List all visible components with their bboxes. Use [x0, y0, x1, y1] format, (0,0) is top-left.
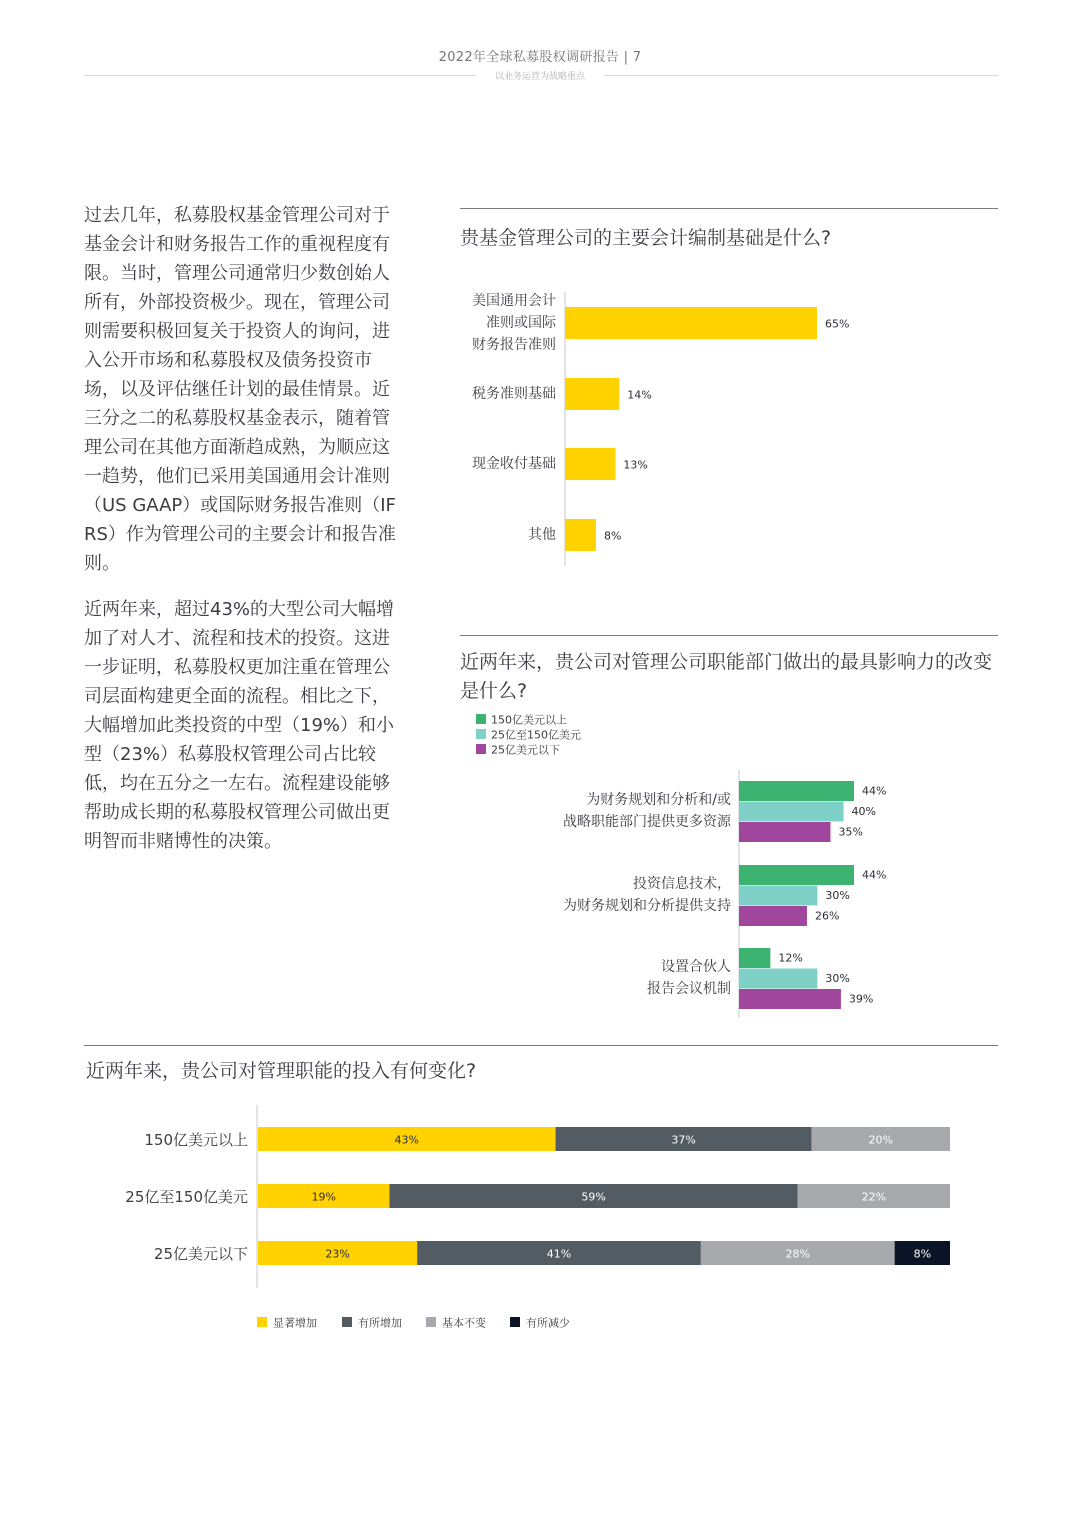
chart2-legend-swatch: [476, 729, 486, 739]
chart2-title: 近两年来，贵公司对管理公司职能部门做出的最具影响力的改变是什么?: [460, 651, 993, 702]
chart1-bar: [565, 448, 615, 480]
chart1-value-label: 14%: [627, 388, 652, 402]
chart1-value-label: 13%: [623, 458, 648, 472]
chart2-category-label: 设置合伙人: [661, 959, 731, 975]
chart2-bar: [739, 989, 841, 1009]
chart3-legend-label: 基本不变: [442, 1316, 486, 1330]
page-header-title: 2022年全球私募股权调研报告 | 7: [438, 50, 642, 65]
chart3-value-label: 59%: [581, 1190, 606, 1204]
chart1-category-label: 税务准则基础: [472, 386, 556, 402]
chart2-value-label: 44%: [862, 784, 887, 798]
chart2-bar: [739, 948, 770, 968]
chart3-value-label: 19%: [311, 1190, 336, 1204]
chart2-value-label: 39%: [848, 992, 874, 1006]
chart3-legend-swatch: [342, 1317, 352, 1327]
chart2-value-label: 26%: [814, 909, 840, 923]
chart2-category-label: 为财务规划和分析和/或: [586, 792, 731, 808]
chart1-category-label: 财务报告准则: [472, 337, 556, 353]
chart2-value-label: 12%: [778, 951, 803, 965]
chart3-category-label: 25亿至150亿美元: [125, 1188, 248, 1206]
chart3-legend-label: 有所增加: [358, 1316, 402, 1330]
chart2-bar: [739, 886, 817, 906]
chart2-legend-swatch: [476, 714, 486, 724]
chart2-category-label: 报告会议机制: [647, 981, 731, 997]
chart1-bar: [565, 519, 596, 551]
chart3-legend-swatch: [257, 1317, 267, 1327]
chart2-category-label: 战略职能部门提供更多资源: [563, 814, 731, 830]
chart3-value-label: 23%: [325, 1247, 350, 1261]
chart3-value-label: 37%: [671, 1133, 696, 1147]
chart3-value-label: 41%: [546, 1247, 572, 1261]
chart1-category-label: 其他: [528, 527, 556, 543]
chart1-value-label: 65%: [825, 317, 850, 331]
chart1-category-label: 准则或国际: [486, 315, 556, 331]
chart3-value-label: 28%: [785, 1247, 810, 1261]
chart2-legend-label: 25亿美元以下: [491, 743, 560, 757]
chart1-bar: [565, 307, 817, 339]
chart1-title: 贵基金管理公司的主要会计编制基础是什么?: [460, 227, 832, 249]
body-paragraph-2: 近两年来，超过43%的大型公司大幅增加了对人才、流程和技术的投资。这进一步证明，私募股权更加注重在管理公司层面构建更全面的流程。相比之下，大幅增加此类投资的中型（19%）和小型（23%）私募股权管理公司占比较低，均在五分之一左右。流程建设能够帮助成长期的私募股权管理公司做出更明智而非赌博性的决策。: [84, 599, 395, 852]
chart3-value-label: 43%: [394, 1133, 420, 1147]
chart2-value-label: 44%: [862, 868, 887, 882]
chart2-value-label: 30%: [825, 972, 850, 985]
chart2-bar: [739, 781, 854, 801]
chart3-legend-label: 有所减少: [526, 1316, 570, 1330]
chart2-value-label: 30%: [825, 889, 850, 902]
chart3-category-label: 25亿美元以下: [153, 1245, 248, 1263]
chart3-legend-swatch: [510, 1317, 520, 1327]
chart2-bar: [739, 969, 817, 989]
chart2-bar: [739, 865, 854, 885]
chart3-title: 近两年来，贵公司对管理职能的投入有何变化?: [86, 1060, 477, 1082]
chart3-value-label: 22%: [861, 1190, 887, 1204]
chart2-category-label: 投资信息技术，: [633, 876, 731, 892]
chart2-legend-label: 150亿美元以上: [491, 713, 567, 727]
chart3-legend-label: 显著增加: [273, 1316, 317, 1330]
chart1-bar: [565, 378, 619, 410]
chart2-value-label: 35%: [838, 825, 863, 839]
chart1-category-label: 现金收付基础: [472, 456, 556, 472]
chart1-value-label: 8%: [604, 529, 622, 543]
chart3-category-label: 150亿美元以上: [144, 1131, 248, 1149]
chart1-category-label: 美国通用会计: [472, 293, 556, 309]
chart2-bar: [739, 906, 807, 926]
chart2-category-label: 为财务规划和分析提供支持: [563, 898, 731, 914]
chart3-value-label: 8%: [913, 1247, 932, 1261]
body-paragraph-1: 过去几年，私募股权基金管理公司对于基金会计和财务报告工作的重视程度有限。当时，管理公司通常归少数创始人所有，外部投资极少。现在，管理公司则需要积极回复关于投资人的询问，进入公开市场和私募股权及债务投资市场，以及评估继任计划的最佳情景。近三分之二的私募股权基金表示，随着管理公司在其他方面渐趋成熟，为顺应这一趋势，他们已采用美国通用会计准则（US GAAP）或国际财务报告准则（IFRS）作为管理公司的主要会计和报告准则。: [84, 205, 396, 574]
chart2-bar: [739, 802, 844, 822]
chart2-value-label: 40%: [851, 805, 876, 818]
page-header-subtitle: 以业务运营为战略重点: [494, 72, 585, 82]
chart3-value-label: 20%: [868, 1133, 894, 1147]
chart2-legend-swatch: [476, 744, 486, 754]
chart2-bar: [739, 822, 830, 842]
chart3-legend-swatch: [426, 1317, 436, 1327]
chart2-legend-label: 25亿至150亿美元: [491, 728, 581, 742]
